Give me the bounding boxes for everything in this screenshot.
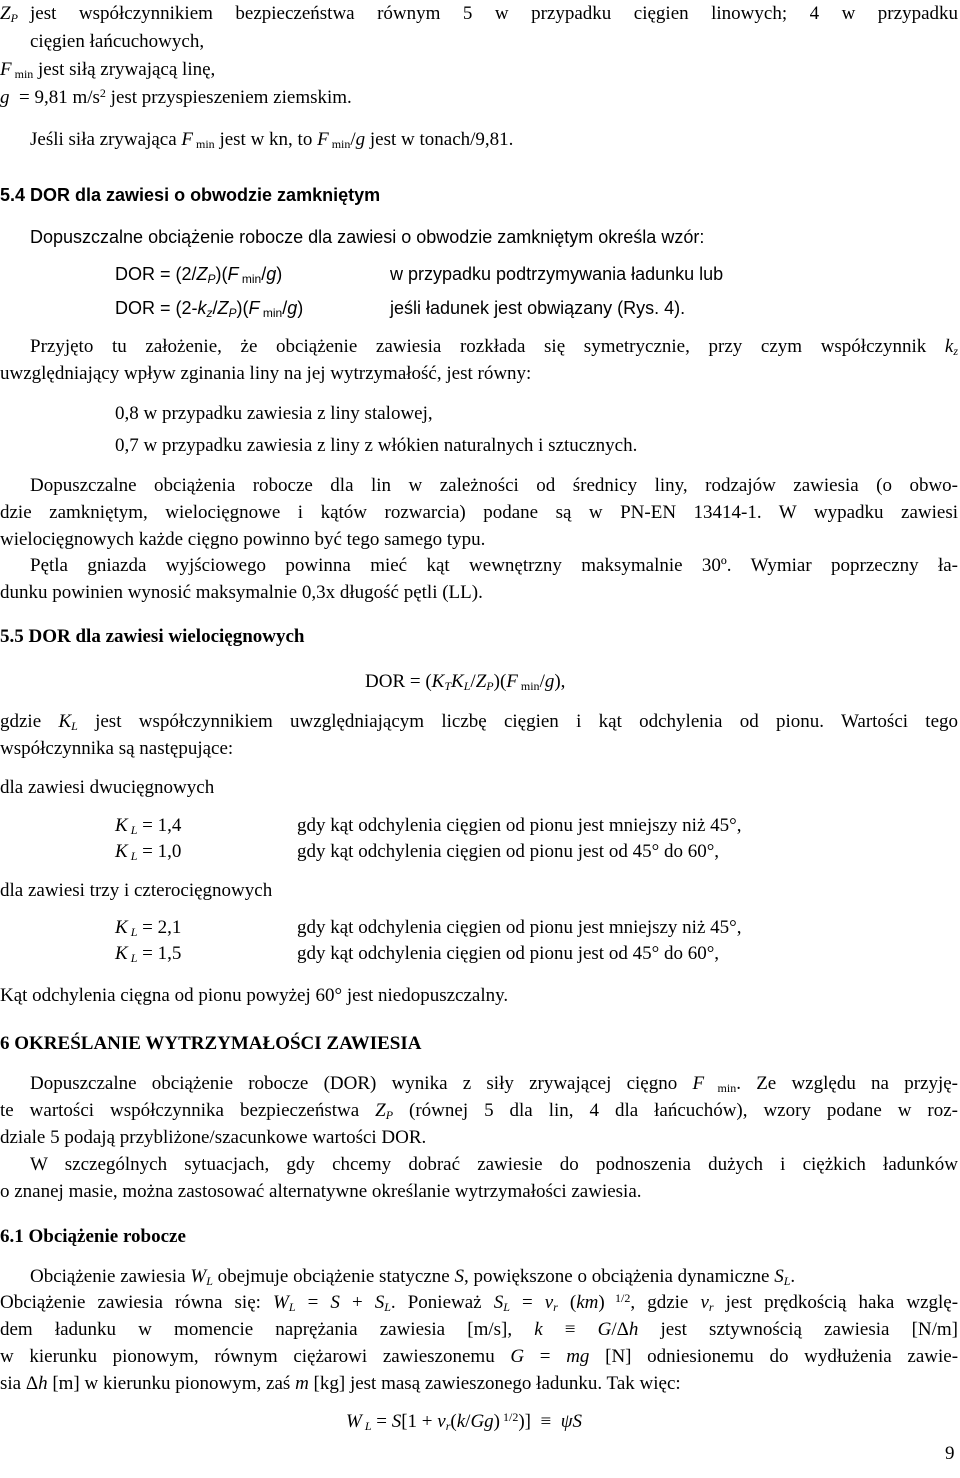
s55-g2-row2-desc: gdy kąt odchylenia cięgien od pionu jest od 45° do 60°, bbox=[297, 943, 720, 964]
s55-where-line2: współczynnika są następujące: bbox=[0, 738, 234, 759]
def-zp: $Z_P$ jest współczynnikiem bezpieczeństwa równym 5 w przypadku cięgien linowych; 4 w przypadku bbox=[0, 3, 958, 25]
s54-para3-line1: Pętla gniazda wyjściowego powinna mieć kąt wewnętrzny maksymalnie 30º. Wymiar poprzeczny ła- bbox=[30, 555, 958, 576]
s55-g1-row1-val: K $_L$ = 1,4 bbox=[115, 815, 182, 837]
formula-dor-2: DOR = $(2-k_z/Z_P)(F$ $_{min}$/g) bbox=[115, 298, 304, 320]
formula-dor-1-desc: w przypadku podtrzymywania ładunku lub bbox=[390, 264, 724, 284]
section-heading-6: 6 OKREŚLANIE WYTRZYMAŁOŚCI ZAWIESIA bbox=[0, 1033, 422, 1054]
s55-g2-row1-val: K $_L$ = 2,1 bbox=[115, 917, 182, 939]
s6-para1-line2: te wartości współczynnika bezpieczeństwa $Z_P$ (równej 5 dla lin, 4 dla łańcuchów), wzory podane w roz- bbox=[0, 1100, 959, 1122]
s55-where-line1: gdzie $K_L$ jest współczynnikiem uwzględniającym liczbę cięgien i kąt odchylenia od pionu. Wartości tego bbox=[0, 711, 959, 733]
s61-line5: sia Δh [m] w kierunku pionowym, zaś m [kg] jest masą zawieszonego ładunku. Tak więc: bbox=[0, 1373, 681, 1394]
def-g: g = 9,81 $m/s^2$ jest przyspieszeniem ziemskim. bbox=[0, 86, 352, 108]
formula-dor-1: DOR = $(2/Z_P)(F$ $_{min}$/g) bbox=[115, 264, 283, 286]
s55-group-1: dla zawiesi dwucięgnowych bbox=[0, 777, 215, 798]
formula-wl: W $_L = S[1 + v_r(k/Gg) ^{1/2})] \equiv \psi S$ bbox=[346, 1410, 583, 1433]
s54-case-2: 0,7 w przypadku zawiesia z liny z włókien naturalnych i sztucznych. bbox=[115, 435, 638, 456]
s54-para2-line2: dzie zamkniętym, wielocięgnowe i kątów rozwarcia) podane są w PN-EN 13414-1. W wypadku zawiesi bbox=[0, 502, 958, 523]
s61-line4: w kierunku pionowym, równym ciężarowi zawieszonemu G = mg [N] odniesionemu do wydłużenia zawie- bbox=[0, 1346, 959, 1367]
s55-group-2: dla zawiesi trzy i czterocięgnowych bbox=[0, 880, 273, 901]
s61-line1: Obciążenie zawiesia $W_L$ obejmuje obciążenie statyczne S, powiększone o obciążenia dynamiczne $S_L$. bbox=[30, 1266, 796, 1288]
def-zp-cont: cięgien łańcuchowych, bbox=[30, 31, 205, 52]
s6-para2-line1: W szczególnych sytuacjach, gdy chcemy dobrać zawiesie do podnoszenia dużych i ciężkich ładunków bbox=[30, 1154, 958, 1175]
page-number: 9 bbox=[945, 1443, 955, 1464]
section-heading-5-5: 5.5 DOR dla zawiesi wielocięgnowych bbox=[0, 626, 305, 647]
s55-g1-row2-val: K $_L$ = 1,0 bbox=[115, 841, 182, 863]
s54-para1-line2: uwzględniający wpływ zginania liny na jej wytrzymałość, jest równy: bbox=[0, 363, 532, 384]
def-fmin: F $_{min}$ jest siłą zrywającą linę, bbox=[0, 59, 216, 81]
s54-para2-line3: wielocięgnowych każde cięgno powinno być tego samego typu. bbox=[0, 529, 486, 550]
s54-para3-line2: dunku powinien wynosić maksymalnie 0,3x długość pętli (LL). bbox=[0, 582, 483, 603]
s54-para1-line1: Przyjęto tu założenie, że obciążenie zawiesia rozkłada się symetrycznie, przy czym współczynnik $k_z$ bbox=[30, 336, 959, 358]
s55-g1-row1-desc: gdy kąt odchylenia cięgien od pionu jest mniejszy niż 45°, bbox=[297, 815, 742, 836]
s61-line2: Obciążenie zawiesia równa się: $W_L = S + S_L$. Ponieważ $S_L = v_r$ (km) $^{1/2}$, gdzie $v_r$ jest prędkością haka wzglę- bbox=[0, 1291, 959, 1314]
formula-dor-multi: DOR = $(K_TK_L/Z_P)(F$ $_{min}$/g), bbox=[365, 671, 566, 693]
s55-g2-row2-val: K $_L$ = 1,5 bbox=[115, 943, 182, 965]
s61-line3: dem ładunku w momencie naprężania zawiesia [m/s], k ≡ G/Δh jest sztywnością zawiesia [N/m] bbox=[0, 1319, 959, 1340]
s54-intro: Dopuszczalne obciążenie robocze dla zawiesi o obwodzie zamkniętym określa wzór: bbox=[30, 227, 705, 247]
s6-para1-line3: dziale 5 podają przybliżone/szacunkowe wartości DOR. bbox=[0, 1127, 427, 1148]
def-note: Jeśli siła zrywająca F $_{min}$ jest w kn, to F $_{min}$/g jest w tonach/9,81. bbox=[30, 129, 514, 151]
section-heading-5-4: 5.4 DOR dla zawiesi o obwodzie zamkniętym bbox=[0, 185, 381, 205]
s54-para2-line1: Dopuszczalne obciążenia robocze dla lin w zależności od średnicy liny, rodzajów zawiesia (o obwo- bbox=[30, 475, 958, 496]
s55-limit: Kąt odchylenia cięgna od pionu powyżej 60° jest niedopuszczalny. bbox=[0, 985, 509, 1006]
s54-case-1: 0,8 w przypadku zawiesia z liny stalowej, bbox=[115, 403, 433, 424]
s55-g1-row2-desc: gdy kąt odchylenia cięgien od pionu jest od 45° do 60°, bbox=[297, 841, 720, 862]
s55-g2-row1-desc: gdy kąt odchylenia cięgien od pionu jest mniejszy niż 45°, bbox=[297, 917, 742, 938]
s6-para2-line2: o znanej masie, można zastosować alternatywne określanie wytrzymałości zawiesia. bbox=[0, 1181, 642, 1202]
section-heading-6-1: 6.1 Obciążenie robocze bbox=[0, 1226, 186, 1247]
formula-dor-2-desc: jeśli ładunek jest obwiązany (Rys. 4). bbox=[390, 298, 686, 318]
s6-para1-line1: Dopuszczalne obciążenie robocze (DOR) wynika z siły zrywającej cięgno F $_{min}$. Ze względu na przyję- bbox=[30, 1073, 959, 1095]
